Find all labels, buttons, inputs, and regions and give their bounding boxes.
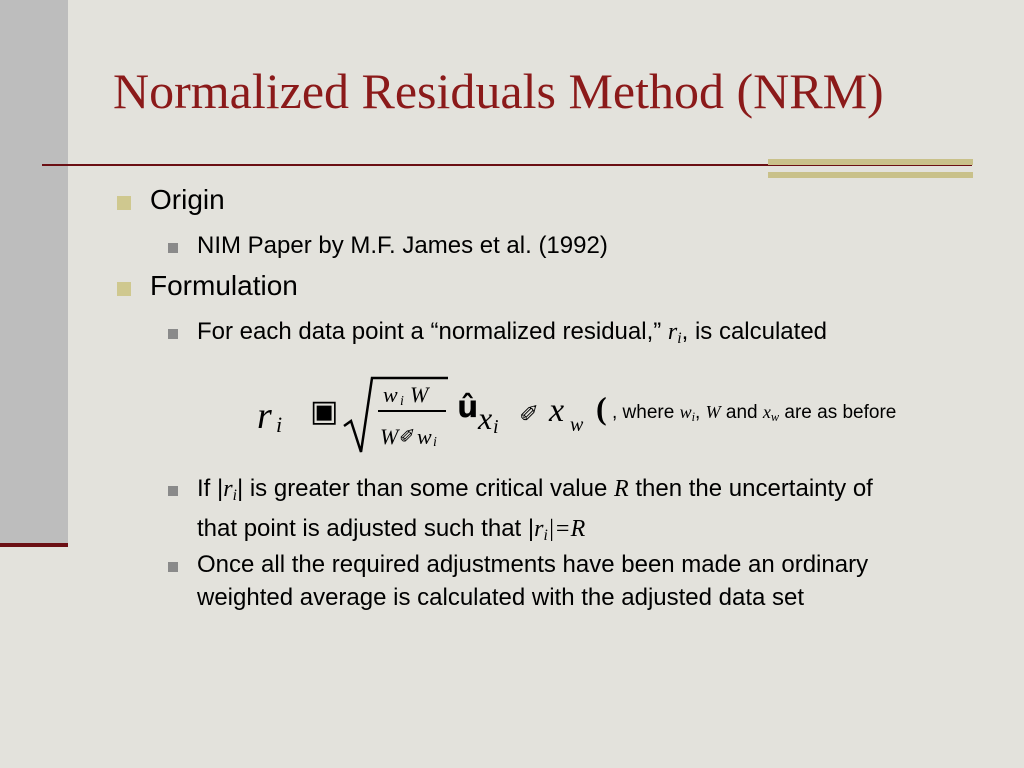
formula-r-sub: i: [276, 412, 283, 437]
var-W: W: [705, 402, 721, 422]
var-R: R: [570, 515, 586, 542]
open-paren-glyph: û: [457, 390, 479, 425]
formula-xw: x: [549, 392, 565, 429]
formula-W: W: [410, 382, 429, 407]
text-segment: are as before: [784, 402, 897, 423]
bullet-weighted-average: Once all the required adjustments have been made an ordinary weighted average is calculated with the adjusted data set: [197, 551, 869, 611]
sub-bullet-square-icon: [168, 329, 178, 339]
var-r: r: [534, 515, 544, 542]
minus-glyph: ✐: [519, 400, 540, 428]
formula-w-sub: i: [400, 394, 404, 409]
formula-x: x: [478, 400, 493, 436]
var-x: x: [762, 402, 771, 422]
accent-bar-top: [768, 159, 973, 165]
bullet-normalized-residual: [197, 315, 897, 355]
formula-x-sub: i: [493, 416, 499, 438]
var-w: w: [679, 402, 692, 422]
var-w-sub: i: [691, 410, 696, 425]
formula-den-w: w: [417, 424, 432, 449]
text-segment: | is greater than some critical value: [236, 475, 608, 502]
var-sub-i: i: [677, 329, 682, 347]
var-sub-i: i: [232, 486, 237, 504]
left-decorative-bar: [0, 0, 68, 545]
minus-glyph: ✐: [399, 424, 416, 448]
text-segment: and: [725, 402, 758, 423]
formula-where-note: [612, 402, 896, 425]
sub-bullet-square-icon: [168, 562, 178, 572]
sub-bullet-square-icon: [168, 243, 178, 253]
bullet-square-icon: [117, 196, 131, 210]
accent-bar-bottom: [768, 172, 973, 178]
text-segment: For each data point a “normalized residual,”: [197, 318, 662, 345]
formula-w: w: [383, 382, 398, 407]
close-paren-glyph: (: [596, 390, 607, 426]
var-r: r: [667, 319, 678, 345]
formula-den-w-sub: i: [433, 435, 437, 450]
sub-bullet-square-icon: [168, 486, 178, 496]
var-r: r: [223, 476, 233, 502]
text-segment: If |: [197, 475, 224, 502]
text-segment: then the uncertainty of that point is adjusted such that |: [197, 475, 873, 542]
bullet-square-icon: [117, 282, 131, 296]
equals-glyph: ▣: [310, 394, 339, 429]
text-segment: |=: [547, 515, 571, 542]
formula-den-W: W: [380, 424, 399, 449]
slide-title: Normalized Residuals Method (NRM): [113, 63, 884, 119]
formula-r: r: [257, 395, 272, 437]
formula-xw-sub: w: [570, 414, 584, 436]
var-x-sub: w: [770, 410, 780, 425]
text-segment: , where: [612, 402, 675, 423]
text-segment: ,: [695, 402, 701, 423]
bullet-critical-value: [197, 472, 917, 552]
text-segment: , is calculated: [681, 318, 828, 345]
left-bar-underline: [0, 543, 68, 547]
bullet-origin: Origin: [150, 184, 225, 215]
var-sub-i: i: [543, 526, 548, 544]
bullet-origin-paper: NIM Paper by M.F. James et al. (1992): [197, 232, 608, 259]
bullet-formulation: Formulation: [150, 270, 298, 301]
var-R: R: [614, 476, 629, 502]
